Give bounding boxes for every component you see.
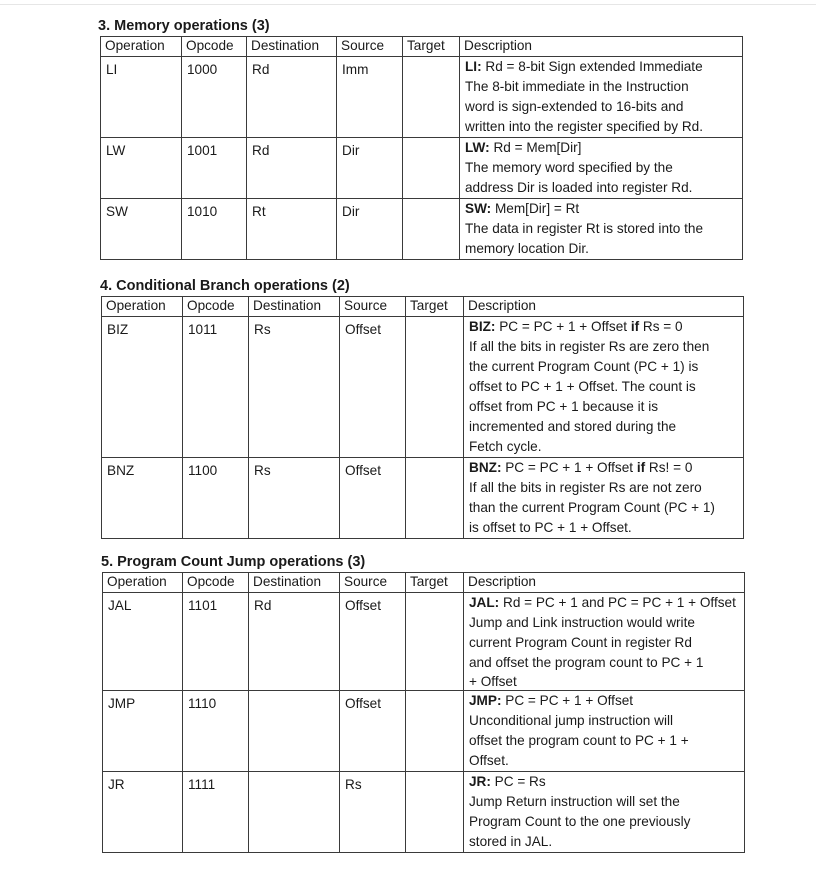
table-row	[102, 458, 744, 539]
description-line: memory location Dir.	[465, 241, 589, 256]
description-formula: LI: Rd = 8-bit Sign extended Immediate	[465, 59, 703, 74]
table-row	[101, 57, 743, 138]
target-cell	[403, 57, 460, 138]
section-heading: 3. Memory operations (3)	[98, 18, 270, 34]
source-cell: Imm	[337, 57, 403, 138]
table-header-row	[102, 297, 744, 317]
operation-cell: SW	[101, 199, 182, 260]
col-opcode: Opcode	[183, 297, 249, 317]
opcode-cell: 1100	[183, 458, 249, 539]
destination-cell	[249, 691, 340, 772]
destination-cell: Rs	[249, 458, 340, 539]
description-cell	[460, 57, 743, 138]
description-line: current Program Count in register Rd	[469, 635, 692, 650]
table-header-row	[101, 37, 743, 57]
source-cell: Dir	[337, 138, 403, 199]
col-description: Description	[464, 573, 745, 593]
section-heading: 5. Program Count Jump operations (3)	[101, 554, 366, 570]
description-cell	[460, 199, 743, 260]
target-cell	[403, 199, 460, 260]
destination-cell: Rt	[247, 199, 337, 260]
description-line: word is sign-extended to 16-bits and	[465, 99, 684, 114]
opcode-cell: 1111	[183, 772, 249, 853]
description-line: stored in JAL.	[469, 834, 553, 849]
description-line: incremented and stored during the	[469, 419, 677, 434]
operation-cell: LW	[101, 138, 182, 199]
opcode-cell: 1110	[183, 691, 249, 772]
description-line: The memory word specified by the	[465, 160, 673, 175]
operation-cell: JR	[103, 772, 183, 853]
description-line: Program Count to the one previously	[469, 814, 691, 829]
description-cell	[464, 593, 745, 691]
description-formula: LW: Rd = Mem[Dir]	[465, 140, 582, 155]
table-row	[103, 593, 745, 691]
description-line: + Offset	[469, 674, 517, 689]
description-line: and offset the program count to PC + 1	[469, 655, 704, 670]
description-line: Jump Return instruction will set the	[469, 794, 680, 809]
destination-cell: Rs	[249, 317, 340, 458]
source-cell: Dir	[337, 199, 403, 260]
opcode-cell: 1010	[182, 199, 247, 260]
description-line: The 8-bit immediate in the Instruction	[465, 79, 689, 94]
source-cell: Offset	[340, 593, 406, 691]
operation-cell: BNZ	[102, 458, 183, 539]
col-operation: Operation	[103, 573, 183, 593]
table-row	[103, 691, 745, 772]
target-cell	[403, 138, 460, 199]
target-cell	[406, 772, 464, 853]
destination-cell: Rd	[247, 138, 337, 199]
destination-cell	[249, 772, 340, 853]
description-cell	[464, 772, 745, 853]
memory-operations-table	[100, 36, 743, 260]
destination-cell: Rd	[249, 593, 340, 691]
table-row	[102, 317, 744, 458]
description-line: offset to PC + 1 + Offset. The count is	[469, 379, 696, 394]
description-formula: BNZ: PC = PC + 1 + Offset if Rs! = 0	[469, 460, 693, 475]
opcode-cell: 1001	[182, 138, 247, 199]
target-cell	[406, 593, 464, 691]
col-description: Description	[460, 37, 743, 57]
description-formula: JMP: PC = PC + 1 + Offset	[469, 693, 634, 708]
operation-cell: JMP	[103, 691, 183, 772]
target-cell	[406, 691, 464, 772]
jump-operations-table	[102, 572, 745, 853]
col-source: Source	[340, 297, 406, 317]
col-destination: Destination	[247, 37, 337, 57]
description-line: is offset to PC + 1 + Offset.	[469, 520, 632, 535]
col-destination: Destination	[249, 297, 340, 317]
section-heading: 4. Conditional Branch operations (2)	[100, 278, 350, 294]
description-formula: JAL: Rd = PC + 1 and PC = PC + 1 + Offset	[469, 595, 736, 610]
operation-cell: JAL	[103, 593, 183, 691]
operation-cell: BIZ	[102, 317, 183, 458]
col-opcode: Opcode	[182, 37, 247, 57]
description-line: If all the bits in register Rs are not zero	[469, 480, 702, 495]
col-source: Source	[340, 573, 406, 593]
description-formula: SW: Mem[Dir] = Rt	[465, 201, 580, 216]
col-description: Description	[464, 297, 744, 317]
description-line: address Dir is loaded into register Rd.	[465, 180, 693, 195]
description-line: Fetch cycle.	[469, 439, 542, 454]
description-cell	[460, 138, 743, 199]
col-target: Target	[406, 297, 464, 317]
col-operation: Operation	[101, 37, 182, 57]
col-opcode: Opcode	[183, 573, 249, 593]
description-line: Jump and Link instruction would write	[469, 615, 695, 630]
description-cell	[464, 691, 745, 772]
description-line: offset the program count to PC + 1 +	[469, 733, 689, 748]
description-line: The data in register Rt is stored into the	[465, 221, 704, 236]
description-line: Offset.	[469, 753, 509, 768]
description-line: the current Program Count (PC + 1) is	[469, 359, 699, 374]
opcode-cell: 1000	[182, 57, 247, 138]
description-line: than the current Program Count (PC + 1)	[469, 500, 715, 515]
operation-cell: LI	[101, 57, 182, 138]
branch-operations-table	[101, 296, 744, 539]
table-header-row	[103, 573, 745, 593]
description-line: offset from PC + 1 because it is	[469, 399, 659, 414]
col-destination: Destination	[249, 573, 340, 593]
opcode-cell: 1011	[183, 317, 249, 458]
destination-cell: Rd	[247, 57, 337, 138]
col-operation: Operation	[102, 297, 183, 317]
col-target: Target	[403, 37, 460, 57]
col-source: Source	[337, 37, 403, 57]
description-formula: JR: PC = Rs	[469, 774, 546, 789]
target-cell	[406, 458, 464, 539]
description-line: Unconditional jump instruction will	[469, 713, 673, 728]
description-cell	[464, 458, 744, 539]
opcode-cell: 1101	[183, 593, 249, 691]
source-cell: Offset	[340, 458, 406, 539]
description-line: written into the register specified by Rd.	[465, 119, 704, 134]
source-cell: Offset	[340, 691, 406, 772]
col-target: Target	[406, 573, 464, 593]
description-formula: BIZ: PC = PC + 1 + Offset if Rs = 0	[469, 319, 683, 334]
table-row	[101, 199, 743, 260]
target-cell	[406, 317, 464, 458]
table-row	[101, 138, 743, 199]
table-row	[103, 772, 745, 853]
description-cell	[464, 317, 744, 458]
source-cell: Offset	[340, 317, 406, 458]
page-top-edge	[0, 0, 816, 5]
description-line: If all the bits in register Rs are zero then	[469, 339, 710, 354]
source-cell: Rs	[340, 772, 406, 853]
